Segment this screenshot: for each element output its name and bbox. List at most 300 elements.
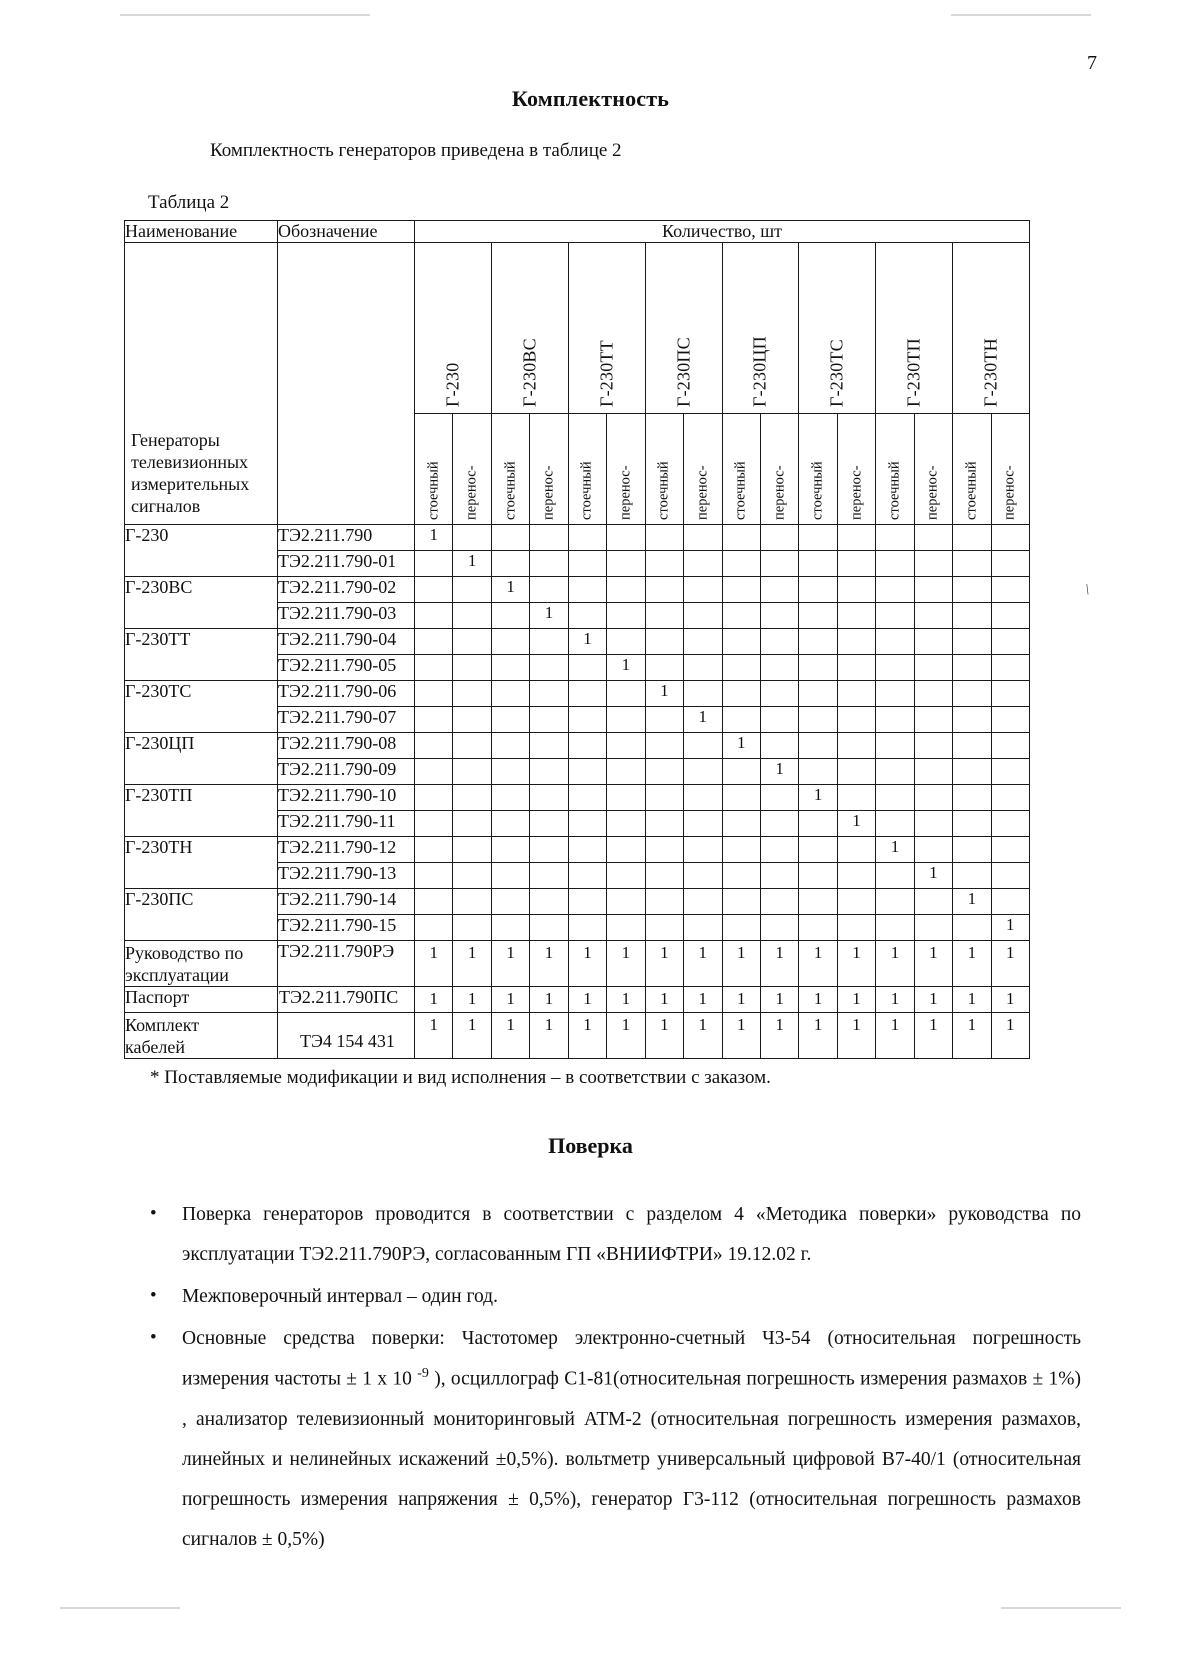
quantity-cell [684,629,722,655]
quantity-cell: 1 [914,1013,952,1059]
quantity-cell: 1 [799,987,837,1013]
quantity-cell [953,759,991,785]
quantity-cell [530,811,568,837]
quantity-cell: 1 [568,941,606,987]
row-name: Г-230ПС [125,889,278,941]
quantity-cell: 1 [607,987,645,1013]
quantity-cell [415,915,453,941]
quantity-cell [991,551,1029,577]
quantity-cell [684,811,722,837]
row-name-line: Паспорт [125,987,190,1008]
execution-column-header [684,414,722,525]
quantity-cell [491,733,529,759]
quantity-cell [684,577,722,603]
row-designation: ТЭ2.211.790-15 [278,915,415,941]
quantity-cell [684,863,722,889]
quantity-cell [837,603,875,629]
quantity-cell [837,915,875,941]
quantity-cell [491,629,529,655]
quantity-cell [799,603,837,629]
verification-bullet: • Поверка генераторов проводится в соответствии с разделом 4 «Методика поверки» руководства по эксплуатации ТЭ2.211.790РЭ, согласованным ГП «ВНИИФТРИ» 19.12.02 г. [140,1195,1081,1275]
row-designation: ТЭ2.211.790-10 [278,785,415,811]
model-label: Г-230ВС [519,338,540,407]
quantity-cell [568,785,606,811]
quantity-cell [453,889,491,915]
quantity-cell [684,785,722,811]
execution-label: перенос- [617,465,634,520]
row-designation: ТЭ2.211.790-13 [278,863,415,889]
quantity-cell [453,759,491,785]
quantity-cell [491,759,529,785]
quantity-cell [953,837,991,863]
quantity-cell [453,655,491,681]
quantity-cell: 1 [491,941,529,987]
quantity-cell [760,837,798,863]
row-designation: ТЭ2.211.790-07 [278,707,415,733]
quantity-cell [953,629,991,655]
quantity-cell [415,655,453,681]
model-column-header [953,243,1030,414]
quantity-cell [953,863,991,889]
quantity-cell [799,655,837,681]
quantity-cell [684,603,722,629]
table-row [125,837,1030,863]
quantity-cell [645,525,683,551]
quantity-cell: 1 [799,1013,837,1059]
model-label: Г-230ПС [673,337,694,407]
quantity-cell [607,577,645,603]
quantity-cell [645,733,683,759]
group-name-lines [131,430,249,518]
execution-label: перенос- [848,465,865,520]
quantity-cell [645,863,683,889]
quantity-cell: 1 [415,987,453,1013]
quantity-cell [760,707,798,733]
table-row [125,525,1030,551]
quantity-cell [799,863,837,889]
quantity-cell [645,785,683,811]
quantity-cell [991,525,1029,551]
quantity-cell [722,759,760,785]
quantity-cell: 1 [530,603,568,629]
model-column-header [645,243,722,414]
quantity-cell [760,551,798,577]
quantity-cell [415,759,453,785]
row-name [125,1013,278,1059]
quantity-cell [760,915,798,941]
quantity-cell [876,629,914,655]
quantity-cell [453,837,491,863]
row-designation: ТЭ2.211.790-14 [278,889,415,915]
col-header-name: Наименование [125,221,278,243]
table-row [125,987,1030,1013]
row-designation: ТЭ2.211.790-09 [278,759,415,785]
quantity-cell [760,811,798,837]
quantity-cell [722,863,760,889]
quantity-cell: 1 [491,577,529,603]
execution-column-header [837,414,875,525]
quantity-cell: 1 [837,987,875,1013]
page-number: 7 [1087,52,1097,74]
quantity-cell [760,577,798,603]
quantity-cell [568,889,606,915]
quantity-cell [415,603,453,629]
verification-bullet: • Основные средства поверки: Частотомер электронно-счетный Ч3-54 (относительная погрешность измерения частоты ± 1 х 10 $^{-9}$ ), осциллограф С1-81(относительная погрешность измерения размахов ± 1%) , анализатор телевизионный мониторинговый АТМ-2 (относительная погрешность измерения размахов, линейных и нелинейных искажений ±0,5%). вольтметр универсальный цифровой В7-40/1 (относительная погрешность измерения напряжения ± 0,5%), генератор Г3-112 (относительная погрешность размахов сигналов ± 0,5%) [140,1319,1081,1559]
quantity-cell [607,525,645,551]
quantity-cell: 1 [684,941,722,987]
quantity-cell [914,889,952,915]
quantity-cell [837,707,875,733]
quantity-cell [684,681,722,707]
quantity-cell [799,759,837,785]
quantity-cell [799,525,837,551]
quantity-cell [837,551,875,577]
quantity-cell [684,837,722,863]
quantity-cell [799,733,837,759]
quantity-cell [607,733,645,759]
execution-label: стоечный [886,461,903,520]
quantity-cell [684,733,722,759]
quantity-cell [607,785,645,811]
execution-column-header [568,414,606,525]
quantity-cell: 1 [491,987,529,1013]
quantity-cell [607,551,645,577]
execution-label: стоечный [502,461,519,520]
verification-title: Поверка [548,1133,633,1159]
quantity-cell [415,837,453,863]
execution-column-header [876,414,914,525]
quantity-cell [491,811,529,837]
quantity-cell: 1 [760,759,798,785]
quantity-cell: 1 [837,811,875,837]
quantity-cell [914,785,952,811]
execution-column-header [530,414,568,525]
quantity-cell: 1 [607,1013,645,1059]
quantity-cell [953,603,991,629]
quantity-cell [453,629,491,655]
quantity-cell: 1 [453,987,491,1013]
table-caption: Таблица 2 [148,192,230,213]
model-column-header [876,243,953,414]
quantity-cell [607,629,645,655]
quantity-cell [799,707,837,733]
quantity-cell [799,889,837,915]
quantity-cell: 1 [415,525,453,551]
quantity-cell: 1 [914,987,952,1013]
group-name-line: измерительных [131,474,250,495]
quantity-cell: 1 [415,941,453,987]
quantity-cell: 1 [991,915,1029,941]
quantity-cell [491,681,529,707]
model-label: Г-230ТТ [596,340,617,407]
quantity-cell [607,889,645,915]
quantity-cell: 1 [645,941,683,987]
completeness-table [124,220,1030,1059]
exponent: -9 [417,1365,429,1382]
quantity-cell: 1 [837,1013,875,1059]
quantity-cell [645,577,683,603]
quantity-cell [876,863,914,889]
quantity-cell [415,889,453,915]
quantity-cell: 1 [953,941,991,987]
quantity-cell [837,889,875,915]
table-container [0,214,1181,1059]
quantity-cell [491,889,529,915]
quantity-cell [530,733,568,759]
table-row [125,629,1030,655]
quantity-cell [453,577,491,603]
quantity-cell [607,837,645,863]
quantity-cell [607,681,645,707]
quantity-cell [914,655,952,681]
quantity-cell [722,603,760,629]
model-column-header [415,243,492,414]
quantity-cell: 1 [491,1013,529,1059]
quantity-cell [876,603,914,629]
quantity-cell [568,759,606,785]
quantity-cell [914,681,952,707]
quantity-cell [530,655,568,681]
quantity-cell [914,837,952,863]
quantity-cell [453,681,491,707]
quantity-cell [837,837,875,863]
quantity-cell: 1 [991,987,1029,1013]
quantity-cell [415,733,453,759]
quantity-cell [837,681,875,707]
quantity-cell [991,603,1029,629]
quantity-cell [415,707,453,733]
table-row [125,785,1030,811]
quantity-cell [837,655,875,681]
quantity-cell [684,889,722,915]
quantity-cell [876,785,914,811]
quantity-cell [415,811,453,837]
quantity-cell: 1 [684,1013,722,1059]
quantity-cell [991,759,1029,785]
quantity-cell [491,837,529,863]
execution-column-header [645,414,683,525]
quantity-cell: 1 [876,837,914,863]
quantity-cell: 1 [876,941,914,987]
quantity-cell [991,733,1029,759]
row-name [125,987,278,1013]
quantity-cell [684,759,722,785]
quantity-cell [837,759,875,785]
quantity-cell [568,551,606,577]
col-header-quantity: Количество, шт [415,221,1030,243]
quantity-cell: 1 [645,681,683,707]
table-head-row-1 [125,221,1030,243]
quantity-cell [415,681,453,707]
quantity-cell [568,837,606,863]
quantity-cell [991,707,1029,733]
quantity-cell: 1 [876,987,914,1013]
row-designation: ТЭ2.211.790-05 [278,655,415,681]
quantity-cell [837,577,875,603]
quantity-cell: 1 [568,629,606,655]
quantity-cell [914,551,952,577]
quantity-cell [530,915,568,941]
execution-column-header [415,414,453,525]
quantity-cell [722,889,760,915]
quantity-cell [953,915,991,941]
quantity-cell [799,629,837,655]
execution-column-header [760,414,798,525]
execution-label: стоечный [732,461,749,520]
quantity-cell [799,577,837,603]
model-label: Г-230ЦП [749,336,770,407]
quantity-cell [491,863,529,889]
quantity-cell [415,551,453,577]
quantity-cell [876,551,914,577]
quantity-cell [722,707,760,733]
quantity-cell [876,915,914,941]
quantity-cell [684,915,722,941]
quantity-cell [991,837,1029,863]
quantity-cell [991,785,1029,811]
quantity-cell: 1 [760,941,798,987]
quantity-cell [722,811,760,837]
execution-label: стоечный [655,461,672,520]
quantity-cell [722,915,760,941]
quantity-cell [530,577,568,603]
quantity-cell [645,889,683,915]
quantity-cell [953,733,991,759]
quantity-cell [837,525,875,551]
quantity-cell [837,733,875,759]
row-name: Г-230ТС [125,681,278,733]
row-designation: ТЭ2.211.790-11 [278,811,415,837]
quantity-cell [914,759,952,785]
model-column-header [491,243,568,414]
quantity-cell [415,785,453,811]
quantity-cell [760,889,798,915]
quantity-cell: 1 [760,987,798,1013]
execution-label: перенос- [694,465,711,520]
execution-column-header [491,414,529,525]
group-name-line: Генераторы [131,430,220,451]
quantity-cell [568,525,606,551]
quantity-cell [760,525,798,551]
quantity-cell [760,655,798,681]
quantity-cell [530,837,568,863]
quantity-cell [491,525,529,551]
quantity-cell [991,629,1029,655]
quantity-cell: 1 [722,941,760,987]
quantity-cell [914,577,952,603]
quantity-cell: 1 [645,1013,683,1059]
execution-label: перенос- [924,465,941,520]
group-designation-cell [278,243,415,525]
quantity-cell [953,811,991,837]
table-row [125,733,1030,759]
quantity-cell [760,603,798,629]
quantity-cell [645,915,683,941]
quantity-cell [530,681,568,707]
quantity-cell: 1 [607,655,645,681]
quantity-cell [530,863,568,889]
row-designation: ТЭ2.211.790 [278,525,415,551]
quantity-cell [645,759,683,785]
quantity-cell: 1 [722,987,760,1013]
quantity-cell [645,837,683,863]
execution-column-header [453,414,491,525]
quantity-cell [530,525,568,551]
quantity-cell [607,603,645,629]
row-designation: ТЭ2.211.790-04 [278,629,415,655]
quantity-cell [953,551,991,577]
quantity-cell [453,811,491,837]
table-row [125,577,1030,603]
execution-label: перенос- [540,465,557,520]
quantity-cell [491,655,529,681]
quantity-cell: 1 [530,1013,568,1059]
quantity-cell [568,655,606,681]
quantity-cell [722,785,760,811]
quantity-cell [953,655,991,681]
quantity-cell [722,577,760,603]
quantity-cell: 1 [799,785,837,811]
model-label: Г-230ТП [903,338,924,407]
row-name: Г-230ТТ [125,629,278,681]
row-name: Г-230ВС [125,577,278,629]
quantity-cell [953,681,991,707]
quantity-cell [914,733,952,759]
execution-column-header [914,414,952,525]
quantity-cell [645,629,683,655]
quantity-cell [876,525,914,551]
stray-pen-mark: \ [1083,581,1091,599]
table-row [125,889,1030,915]
model-column-header [568,243,645,414]
quantity-cell [568,681,606,707]
quantity-cell [760,733,798,759]
quantity-cell [491,707,529,733]
quantity-cell [607,811,645,837]
execution-label: стоечный [578,461,595,520]
quantity-cell [876,577,914,603]
quantity-cell: 1 [914,941,952,987]
quantity-cell [568,733,606,759]
quantity-cell [645,707,683,733]
quantity-cell [607,915,645,941]
execution-column-header [991,414,1029,525]
quantity-cell: 1 [530,987,568,1013]
quantity-cell [568,577,606,603]
quantity-cell [991,863,1029,889]
quantity-cell [568,707,606,733]
quantity-cell [453,707,491,733]
model-label: Г-230ТС [826,339,847,407]
quantity-cell [799,551,837,577]
quantity-cell [645,811,683,837]
quantity-cell [914,915,952,941]
quantity-cell: 1 [722,733,760,759]
group-name-line: телевизионных [131,452,249,473]
quantity-cell [722,681,760,707]
row-designation: ТЭ2.211.790-08 [278,733,415,759]
quantity-cell [953,785,991,811]
row-name [125,941,278,987]
quantity-cell [491,603,529,629]
quantity-cell: 1 [953,1013,991,1059]
model-header-row [125,243,1030,414]
quantity-cell: 1 [760,1013,798,1059]
quantity-cell: 1 [953,987,991,1013]
group-name-cell [125,243,278,525]
quantity-cell [453,525,491,551]
quantity-cell: 1 [568,987,606,1013]
